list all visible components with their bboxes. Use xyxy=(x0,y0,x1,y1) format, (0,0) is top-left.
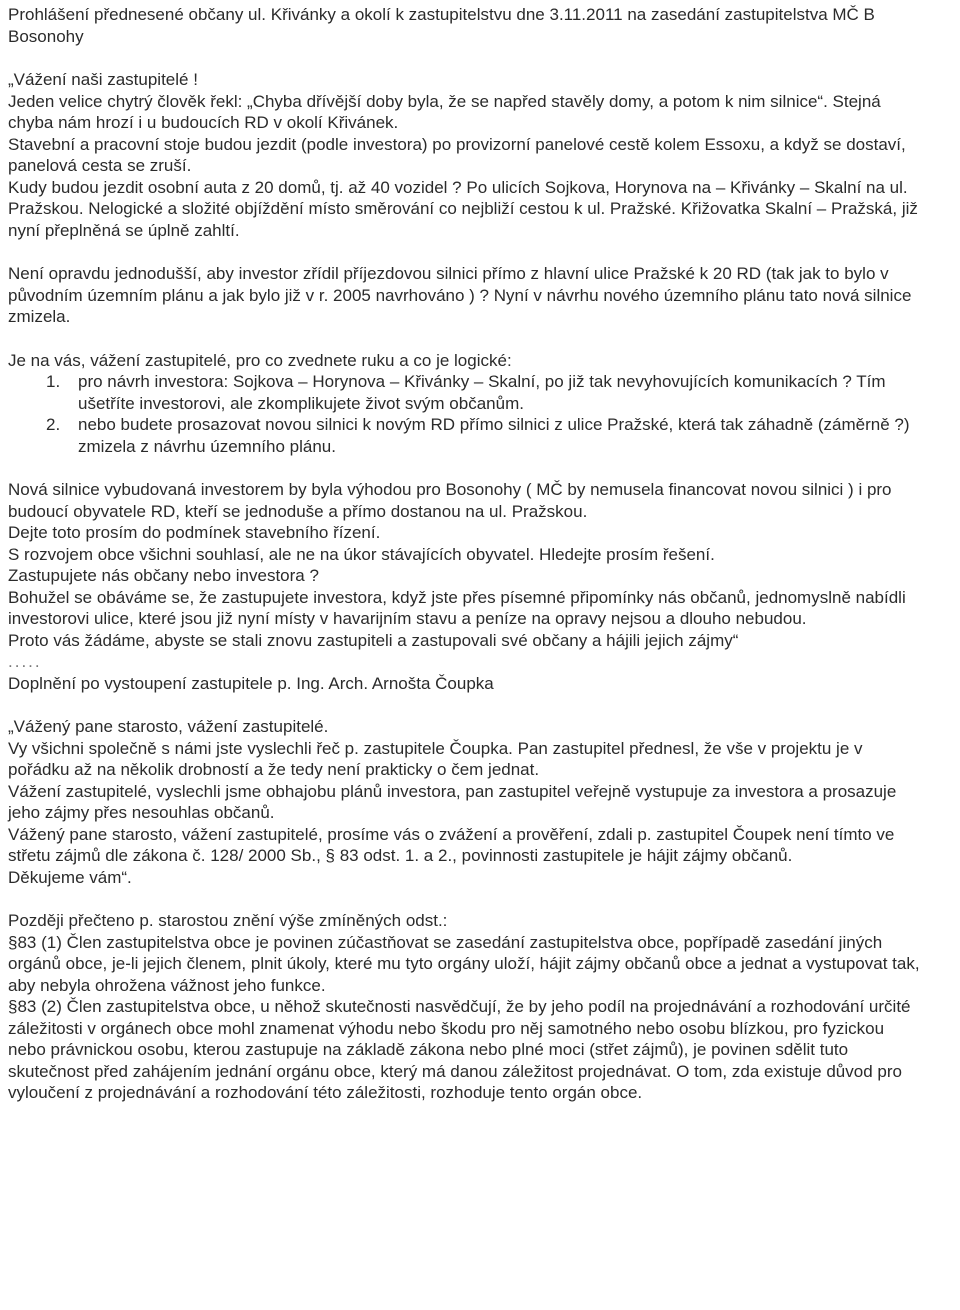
addendum-thanks: Děkujeme vám“. xyxy=(8,867,132,887)
simpler-road-paragraph: Není opravdu jednodušší, aby investor zřídil příjezdovou silnici přímo z hlavní ulice Pražské k 20 RD (tak jak to bylo v původním územním plánu a jak bylo již v r. 2005 navrhováno ) ? Nyní v návrhu nového územního plánu tato nová silnice zmizela. xyxy=(8,264,912,326)
ask-paragraph: Proto vás žádáme, abyste se stali znovu zastupiteli a zastupovali své občany a hájili jejich zájmy“ xyxy=(8,630,739,650)
addendum-greeting: „Vážený pane starosto, vážení zastupitelé. xyxy=(8,717,329,736)
respect-paragraph: Dejte toto prosím do podmínek stavebního řízení. xyxy=(8,523,381,542)
cars-paragraph: Kudy budou jezdit osobní auta z 20 domů, tj. až 40 vozidel ? Po ulicích Sojkova, Horynova na – Křivánky – Skalní na ul. Pražskou. Nelogické a složité objíždění místo směrování co nejbliží cestou k ul. Pražské. Křižovatka Skalní – Pražská, již nyní přeplněná se úplně zahltí. xyxy=(8,177,918,240)
later-read-note: Později přečteno p. starostou znění výše zmíněných odst.: xyxy=(8,911,448,930)
ellipsis-separator: ..... xyxy=(8,652,42,671)
addendum-paragraph-1: Vy všichni společně s námi jste vyslechli řeč p. zastupitele Čoupka. Pan zastupitel přednesl, že vše v projektu je v pořádku až na několik drobností a že tedy není prakticky o čem jednat. xyxy=(8,738,863,779)
addendum-paragraph-3: Vážený pane starosto, vážení zastupitelé, prosíme vás o zvážení a prověření, zdali p. zastupitel Čoupek není tímto ve střetu zájmů dle zákona č. 128/ 2000 Sb., § 83 odst. 1. a 2., povinnosti zastupitele je hájit zájmy občanů. xyxy=(8,824,895,865)
list-item xyxy=(8,371,920,414)
list-number: 2. xyxy=(46,415,61,434)
fear-paragraph: Bohužel se obáváme se, že zastupujete investora, když jste přes písemné připomínky nás občanů, jednomyslně nabídli investorovi ulice, které jsou již nyní místy v havarijním stavu a peníze na opravy nejsou a dlouho nebudou. xyxy=(8,587,906,628)
list-number: 1. xyxy=(46,372,61,391)
greeting: „Vážení naši zastupitelé ! xyxy=(8,70,198,89)
question-paragraph: Je na vás, vážení zastupitelé, pro co zvednete ruku a co je logické: xyxy=(8,350,512,370)
addendum-title: Doplnění po vystoupení zastupitele p. Ing. Arch. Arnošta Čoupka xyxy=(8,673,494,693)
law-paragraph-2: §83 (2) Člen zastupitelstva obce, u něhož skutečnosti nasvědčují, že by jeho podíl na projednávání a rozhodování určité záležitosti v orgánech obce mohl znamenat výhodu nebo škodu pro něj samotného nebo osobu blízkou, pro fyzickou nebo právnickou osobu, kterou zastupuje na základě zákona nebo plné moci (střet zájmů), je povinen sdělit tuto skutečnost před zahájením jednání orgánu obce, který má danou záležitost projednávat. O tom, zda existuje důvod pro vyloučení z projednávání a rozhodování této záležitosti, rozhoduje tento orgán obce. xyxy=(8,997,911,1102)
new-road-paragraph: Nová silnice vybudovaná investorem by byla výhodou pro Bosonohy ( MČ by nemusela financovat novou silnici ) i pro budoucí obyvatele RD, kteří se jednoduše a přímo dostanou na ul. Pražskou. xyxy=(8,480,892,521)
development-paragraph: S rozvojem obce všichni souhlasí, ale ne na úkor stávajících obyvatel. Hledejte prosím řešení. xyxy=(8,544,715,564)
document-title: Prohlášení přednesené občany ul. Křivánky a okolí k zastupitelstvu dne 3.11.2011 na zasedání zastupitelstva MČ B Bosonohy xyxy=(8,5,875,46)
list-text: pro návrh investora: Sojkova – Horynova – Křivánky – Skalní, po již tak nevyhovujících komunikacích ? Tím ušetříte investorovi, ale zkomplikujete život svým občanům. xyxy=(78,372,886,413)
addendum-paragraph-2: Vážení zastupitelé, vyslechli jsme obhajobu plánů investora, pan zastupitel veřejně vystupuje za investora a prosazuje jeho zájmy přes nesouhlas občanů. xyxy=(8,781,897,822)
represent-paragraph: Zastupujete nás občany nebo investora ? xyxy=(8,566,319,585)
intro-paragraph: Jeden velice chytrý člověk řekl: „Chyba dřívější doby byla, že se napřed stavěly domy, a potom k nim silnice“. Stejná chyba nám hrozí i u budoucích RD v okolí Křivánek. xyxy=(8,91,881,132)
options-list xyxy=(8,371,920,457)
law-paragraph-1: §83 (1) Člen zastupitelstva obce je povinen zúčastňovat se zasedání zastupitelstva obce, popřípadě zasedání jiných orgánů obce, je-li jejich členem, plnit úkoly, které mu tyto orgány uloží, hájit zájmy občanů obce a jednat a vystupovat tak, aby nebyla ohrožena vážnost jeho funkce. xyxy=(8,932,920,995)
list-text: nebo budete prosazovat novou silnici k novým RD přímo silnici z ulice Pražské, která tak záhadně (záměrně ?) zmizela z návrhu územního plánu. xyxy=(78,415,910,456)
list-item xyxy=(8,414,920,457)
construction-paragraph: Stavební a pracovní stoje budou jezdit (podle investora) po provizorní panelové cestě kolem Essoxu, a když se dostaví, panelová cesta se zruší. xyxy=(8,134,906,175)
